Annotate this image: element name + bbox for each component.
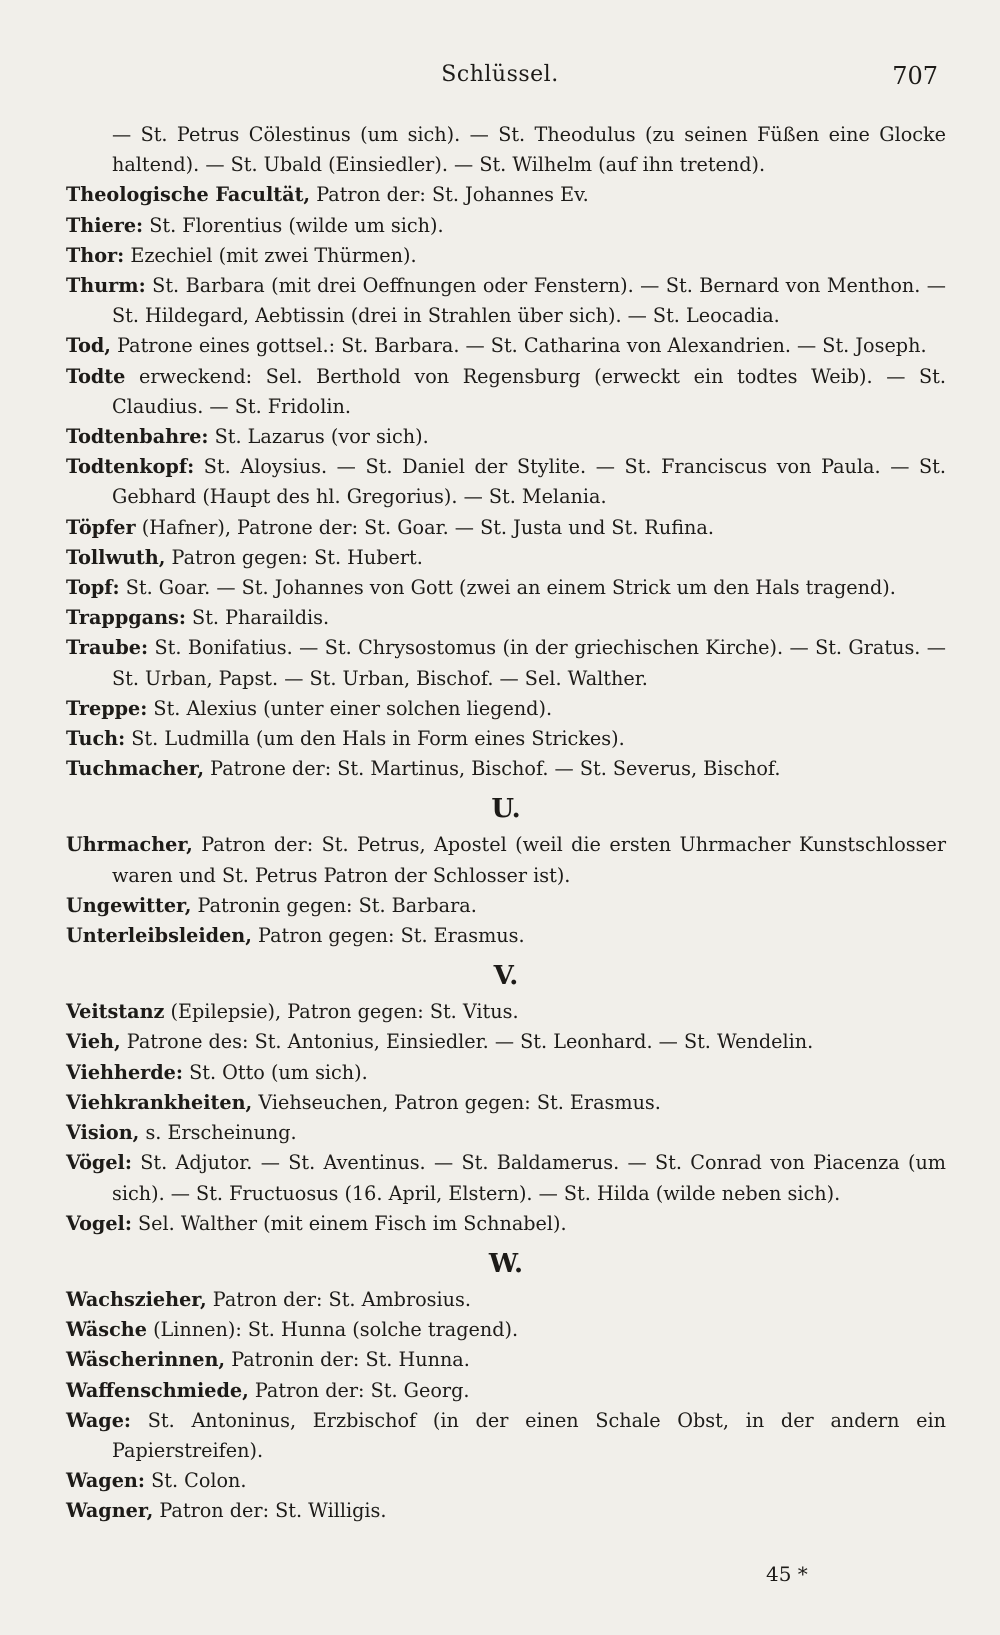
entry-text: Patrone des: St. Antonius, Einsiedler. — St. Leonhard. — St. Wendelin. — [120, 1030, 814, 1054]
entry-text: St. Aloysius. — St. Daniel der Stylite. — St. Franciscus von Paula. — St. Gebhard (Haupt des hl. Gregorius). — St. Melania. — [112, 455, 946, 509]
entry-text: St. Bonifatius. — St. Chrysostomus (in der griechischen Kirche). — St. Gratus. — St. Urban, Papst. — St. Urban, Bischof. — Sel. Walther. — [112, 636, 946, 690]
entry-text: Patron der: St. Willigis. — [153, 1499, 387, 1523]
entry-lemma: Thurm: — [66, 274, 146, 298]
entry-text: Patron der: St. Ambrosius. — [206, 1287, 471, 1311]
entry-lemma: Wage: — [66, 1408, 132, 1432]
index-entry — [66, 271, 946, 331]
entry-text: St. Florentius (wilde um sich). — [143, 213, 444, 237]
index-entry — [66, 1148, 946, 1208]
entry-text: St. Barbara (mit drei Oeffnungen oder Fenstern). — St. Bernard von Menthon. — St. Hildegard, Aebtissin (drei in Strahlen über sich). — St. Leocadia. — [112, 274, 946, 328]
index-entry — [66, 211, 946, 241]
index-entry — [66, 724, 946, 754]
index-entry — [66, 513, 946, 543]
index-entry — [66, 1345, 946, 1375]
entry-lemma: Todtenbahre: — [66, 425, 209, 449]
entry-lemma: Vögel: — [66, 1151, 132, 1175]
entry-text: Patron der: St. Petrus, Apostel (weil die ersten Uhrmacher Kunstschlosser waren und St. Petrus Patron der Schlosser ist). — [112, 833, 946, 887]
entry-text: Ezechiel (mit zwei Thürmen). — [124, 243, 417, 267]
index-entry — [66, 1027, 946, 1057]
section-letter: W. — [488, 1248, 524, 1279]
index-entry — [66, 1058, 946, 1088]
page-number: 707 — [892, 62, 938, 90]
entry-text: St. Lazarus (vor sich). — [208, 425, 429, 449]
index-entry — [66, 1406, 946, 1466]
entry-lemma: Tod, — [66, 334, 111, 358]
entry-lemma: Veitstanz — [66, 1000, 165, 1024]
entry-text: St. Pharaildis. — [185, 606, 330, 630]
entry-lemma: Viehherde: — [66, 1060, 183, 1084]
entry-text: Patrone eines gottsel.: St. Barbara. — St. Catharina von Alexandrien. — St. Joseph. — [110, 334, 927, 358]
index-entry — [66, 921, 946, 951]
entry-lemma: Treppe: — [66, 696, 148, 720]
index-entry — [66, 1118, 946, 1148]
entry-text: Patronin gegen: St. Barbara. — [191, 893, 477, 917]
index-entry — [66, 1496, 946, 1526]
index-entry — [66, 754, 946, 784]
entry-text: — St. Petrus Cölestinus (um sich). — St. Theodulus (zu seinen Füßen eine Glocke haltend). — St. Ubald (Einsiedler). — St. Wilhelm (auf ihn tretend). — [112, 123, 946, 177]
entry-lemma: Wäscherinnen, — [66, 1348, 226, 1372]
entry-lemma: Vieh, — [66, 1030, 121, 1054]
index-entries — [66, 120, 946, 1527]
entry-text: (Epilepsie), Patron gegen: St. Vitus. — [164, 1000, 519, 1024]
entry-text: Viehseuchen, Patron gegen: St. Erasmus. — [252, 1090, 661, 1114]
entry-lemma: Vogel: — [66, 1211, 132, 1235]
index-entry — [66, 362, 946, 422]
index-entry — [66, 180, 946, 210]
index-entry — [66, 633, 946, 693]
entry-lemma: Wagner, — [66, 1499, 154, 1523]
entry-lemma: Unterleibsleiden, — [66, 924, 252, 948]
index-entry — [66, 830, 946, 890]
entry-text: Sel. Walther (mit einem Fisch im Schnabel). — [131, 1211, 567, 1235]
index-entry — [66, 452, 946, 512]
entry-lemma: Viehkrankheiten, — [66, 1090, 253, 1114]
entry-lemma: Trappgans: — [66, 606, 186, 630]
entry-lemma: Thor: — [66, 243, 125, 267]
entry-lemma: Todtenkopf: — [66, 455, 195, 479]
entry-text: Patron gegen: St. Hubert. — [165, 545, 423, 569]
entry-lemma: Vision, — [66, 1121, 140, 1145]
section-letter: V. — [493, 961, 519, 992]
index-entry — [66, 1209, 946, 1239]
index-entry — [66, 1466, 946, 1496]
entry-text: Patron der: St. Georg. — [248, 1378, 470, 1402]
entry-text: Patronin der: St. Hunna. — [225, 1348, 470, 1372]
index-entry — [66, 573, 946, 603]
index-entry — [66, 1315, 946, 1345]
entry-lemma: Tuch: — [66, 727, 126, 751]
running-title: Schlüssel. — [441, 62, 559, 87]
entry-lemma: Topf: — [66, 576, 120, 600]
entry-text: St. Colon. — [144, 1469, 247, 1493]
entry-text: Patrone der: St. Martinus, Bischof. — St. Severus, Bischof. — [204, 757, 781, 781]
index-entry — [66, 120, 946, 180]
entry-text: St. Alexius (unter einer solchen liegend). — [147, 696, 553, 720]
entry-text: St. Goar. — St. Johannes von Gott (zwei an einem Strick um den Hals tragend). — [119, 576, 896, 600]
running-head — [0, 62, 1000, 98]
index-entry — [66, 997, 946, 1027]
entry-lemma: Wachszieher, — [66, 1287, 207, 1311]
index-entry — [66, 422, 946, 452]
entry-lemma: Theologische Facultät, — [66, 183, 311, 207]
entry-text: Patron der: St. Johannes Ev. — [310, 183, 589, 207]
entry-lemma: Wagen: — [66, 1469, 145, 1493]
index-entry — [66, 241, 946, 271]
index-entry — [66, 1088, 946, 1118]
index-entry — [66, 603, 946, 633]
index-entry — [66, 694, 946, 724]
entry-text: s. Erscheinung. — [139, 1121, 297, 1145]
entry-text: Patron gegen: St. Erasmus. — [251, 924, 525, 948]
entry-lemma: Traube: — [66, 636, 149, 660]
section-letter: U. — [491, 794, 521, 825]
entry-lemma: Waffenschmiede, — [66, 1378, 249, 1402]
entry-lemma: Thiere: — [66, 213, 144, 237]
entry-text: St. Antoninus, Erzbischof (in der einen Schale Obst, in der andern ein Papierstreifen). — [112, 1408, 946, 1462]
entry-text: (Hafner), Patrone der: St. Goar. — St. Justa und St. Rufina. — [135, 515, 714, 539]
entry-text: St. Adjutor. — St. Aventinus. — St. Baldamerus. — St. Conrad von Piacenza (um sich). — St. Fructuosus (16. April, Elstern). — St. Hilda (wilde neben sich). — [112, 1151, 946, 1205]
index-entry — [66, 1285, 946, 1315]
entry-lemma: Tuchmacher, — [66, 757, 205, 781]
index-entry — [66, 543, 946, 573]
index-entry — [66, 331, 946, 361]
entry-lemma: Tollwuth, — [66, 545, 166, 569]
entry-lemma: Töpfer — [66, 515, 136, 539]
entry-text: St. Otto (um sich). — [182, 1060, 368, 1084]
entry-text: (Linnen): St. Hunna (solche tragend). — [146, 1318, 519, 1342]
entry-text: St. Ludmilla (um den Hals in Form eines Strickes). — [125, 727, 625, 751]
index-entry — [66, 1376, 946, 1406]
entry-lemma: Ungewitter, — [66, 893, 192, 917]
entry-lemma: Todte — [66, 364, 126, 388]
entry-lemma: Wäsche — [66, 1318, 147, 1342]
entry-text: erweckend: Sel. Berthold von Regensburg (erweckt ein todtes Weib). — St. Claudius. — St. Fridolin. — [112, 364, 946, 418]
entry-lemma: Uhrmacher, — [66, 833, 193, 857]
index-entry — [66, 891, 946, 921]
printer-signature: 45 * — [766, 1562, 808, 1586]
